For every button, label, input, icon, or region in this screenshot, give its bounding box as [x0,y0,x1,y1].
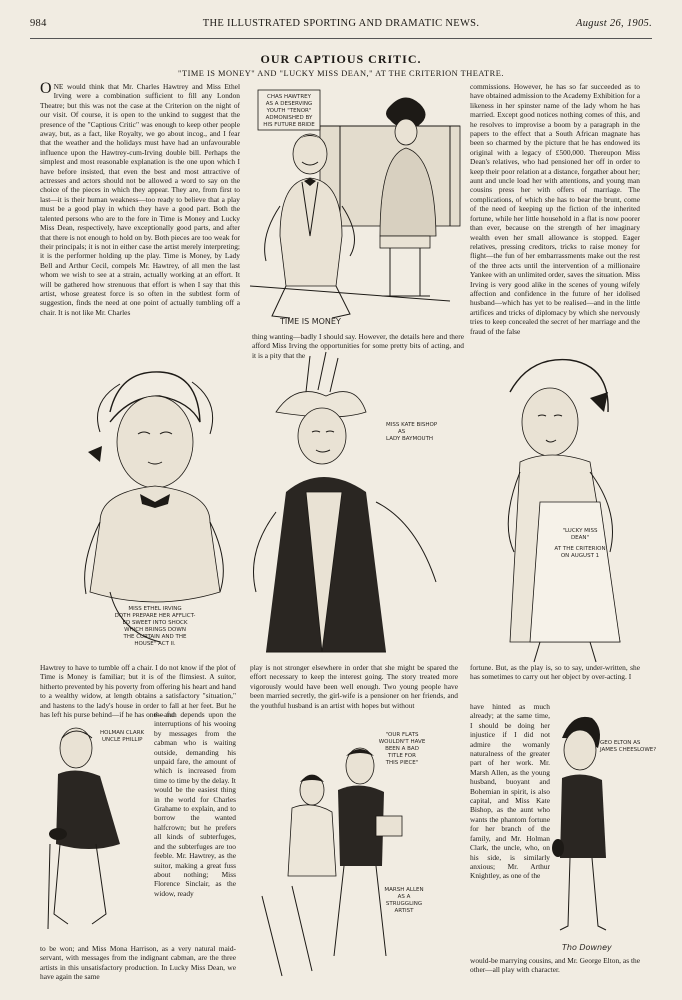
sign-line-1: CHAS HAWTREY [266,94,312,100]
paragraph-cast: have hinted as much already; at the same time, I should be doing her injustice if I did not admire the womanly naturalness of the greater part of her work. Mr. Marsh Allen, as the young husband, buoyant and Bohemian in spirit, is also capital, and Miss Kate Bishop, as the aunt who wants the phantom fortune for her branch of the family, and Mr. Holman Clark, the uncle, who, on his side, is similarly anxious; Mr. Arthur Knightley, as one of the [470,702,550,881]
artist-signature: Tho Downey [562,943,612,952]
text-column-left [40,82,240,359]
article-subtitle: "TIME IS MONEY" AND "LUCKY MISS DEAN," AT THE CRITERION THEATRE. [178,69,504,78]
illustration-kate-bishop [246,352,446,662]
sign-line-4: ADMONISHED BY [265,115,313,121]
article-title: OUR CAPTIOUS CRITIC. [260,52,422,66]
ethel-caption-3: ED SWEET INTO SHOCK [122,620,188,626]
lucky-miss-dean-caricature [470,352,650,672]
caption-time-is-money: TIME IS MONEY [280,317,341,326]
dean-caption-3: AT THE CRITERION [554,546,606,552]
illustration-holman-clark [40,714,152,942]
allen-caption-2: AS A [397,894,411,900]
ethel-caption-6: HOUSE" ACT II. [134,641,176,647]
illustration-ethel-irving [60,362,250,652]
sign-line-5: HIS FUTURE BRIDE [263,122,315,128]
allen-caption-3: STRUGGLING [385,901,423,907]
clark-caption-1: HOLMAN CLARK [100,730,145,736]
kate-caption-3: LADY BAYMOUTH [386,436,434,442]
allen-caption-1: MARSH ALLEN [384,887,424,893]
dean-caption-1: "LUCKY MISS [562,528,598,534]
text-column-right [470,82,640,359]
paragraph-wooing: the fun depends upon the interruptions of his wooing by messages from the cabman who is waiting outside, demanding his unpaid fare, the amount of which is increased from time to time by the delay. It would be the easiest thing in the world for Charles Grahame to explain, and to borrow the wanted halfcrown; but he prefers all kinds of subterfuges, and the subterfuges are too feeble. Mr. Hawtrey, as the suitor, making a great fuss about nothing; Miss Florence Sinclair, as the widow, ready [154,710,236,898]
kate-caption-2: AS [398,429,406,435]
paragraph-lucky-miss-dean: to be won; and Miss Mona Harrison, as a very natural maid-servant, with messages from the indignant cabman, are the three artists in this unsatisfactory production. In Lucky Miss Dean, we have again the same [40,944,236,982]
elton-caption-1: GEO ELTON AS [600,740,641,746]
paragraph-story: play is not stronger elsewhere in order that she might be spared the effort necessary to keep the interest going. The story treated more vigorously would have been well enough. Two young people have been married secretly, the girl-wife is a pensioner on her friends, and the youthful husband is an artist with hopes but without [250,663,458,710]
dean-caption-4: ON AUGUST 1 [560,553,600,559]
ethel-caption-1: MISS ETHEL IRVING [128,606,182,612]
paragraph-cast-end: would-be marrying cousins, and Mr. George Elton, as the other—all play with character. [470,956,640,975]
allen-bubble-5: THIS PIECE" [385,760,419,766]
allen-caption-4: ARTIST [394,908,414,914]
illustration-lucky-miss-dean [470,352,650,672]
lower-text-right-narrow [470,702,550,954]
illustration-george-elton [552,708,657,956]
illustration-marsh-allen [252,716,460,986]
clark-caption-2: UNCLE PHILLIP [102,737,143,743]
lower-text-left-narrow [154,710,236,942]
header-rule [30,38,652,39]
paragraph-intro: ONE would think that Mr. Charles Hawtrey and Miss Ethel Irving were a combination sufficient to fill any London Theatre; but this was not the case at the Criterion on the night of our visit. Of course, it is open to the unkind to suggest that the presence of the "Captious Critic" was enough to keep other people away, but, as a fact, like Royalty, we go about incog., and I fear that the weather and the holidays must have had an unfavourable influence upon the Hawtrey-cum-Irving double bill. Perhaps the simplest and most reasonable explanation is the one upon which I have before insisted, that even the best and most attractive of actresses and actors should not be allowed a word to say on the choice of the pieces in which they appear. They are, from first to last—it is their human weakness—too ready to believe that a play must be a good play in which they have a good part. Both the talented persons who are to the fore in Time is Money and Lucky Miss Dean, respectively, have exceptionally good parts, and after that there is not enough to hold on by. Both pieces are too weak for their principals; it is not in either case the artist merely interpreting; it is the performer holding up the play. Time is Money, by Lady Bell and Arthur Cecil, compels Mr. Hawtrey, of all men the last whom we wish to see at a strain, actually working at an effort. It will be gathered how strenuous that effort is when I say that this artist, whose greatest force is so often in the subtlest form of suggestion, finds the need at one point of actually tumbling off a chair. It is not like Mr. Charles [40,80,240,317]
allen-bubble-1: "OUR FLATS [385,732,419,738]
illustration-time-is-money [250,86,462,328]
lower-text-right-end [470,956,640,984]
paragraph-time-is-money: Hawtrey to have to tumble off a chair. I do not know if the plot of Time is Money is familiar; but it is of the flimsiest. A suitor, hitherto prevented by his poverty from offering his heart and hand to a wealthy widow, at length obtains a satisfactory "situation," and hastens to the lady's house in order to fall at her feet. But he has left his purse behind—if he has one—and [40,663,236,720]
page-number: 984 [30,18,47,29]
page-header [30,18,652,36]
paragraph-plot: commissions. However, he has so far succeeded as to have obtained admission to the Academy Exhibition for a likeness in her spinster name of the lady whom he has married. Except good notices nothing comes of this, and he resolves to improvise a boom by a paragraph in the papers to the effect that a South African magnate has been so charmed by the picture that he has endowed its original with a legacy of £500,000. Thereupon Miss Dean's relatives, who had pensioned her off in order to keep their poor relation at a distance, forgather about her; aunt and uncle load her with attentions, and young man cousins press her with offers of marriage. The complications, of which she has to bear the brunt, come of the need of keeping up the fiction of the inherited fortune, while her little household in a flat is now poorer than ever, because on the strength of her imaginary wealth even her small allowance is stopped. Eager relatives, pressing creditors, tricks to raise money for flight—the fun of her embarrassments make out the rest of the three acts until the intervention of a millionaire Yankee with an unlimited order, saves the situation. Miss Irving is very good alike in the scenes of young wifely affection and confidence in the future of her idolised husband—which has yet to be realised—and in the little artifices and tricks of diplomacy by which she nervously tries to keep concealed the secret of her marriage and the fraud of the false [470,82,640,336]
sign-line-3: YOUTH "TENOR" [266,108,312,114]
lower-text-right-top [470,663,640,701]
dean-caption-2: DEAN" [570,535,590,541]
sign-line-2: AS A DESERVING [265,101,313,107]
paragraph-fortune: fortune. But, as the play is, so to say, under-written, she has sometimes to carry out her object by over-acting. I [470,663,640,682]
allen-bubble-4: TITLE FOR [388,753,416,759]
holman-clark-caricature [40,714,152,942]
allen-bubble-3: BEEN A BAD [385,746,419,752]
kate-bishop-caricature [246,352,446,662]
lower-text-left-end [40,944,236,982]
ethel-caption-2: DOTH PREPARE HER AFFLICT- [114,613,196,619]
ethel-caption-4: WHICH BRINGS DOWN [124,627,186,633]
allen-bubble-2: WOULDN'T HAVE [378,739,426,745]
issue-date: August 26, 1905. [576,18,652,29]
paragraph-center: thing wanting—badly I should say. However, the details here and there afford Miss Irving the opportunities for some pretty bits of acting, and it is a pity that the [252,332,464,360]
lower-text-center [250,663,458,711]
publication-title: THE ILLUSTRATED SPORTING AND DRAMATIC NEWS. [202,18,480,29]
hawtrey-caricature [250,86,462,328]
ethel-irving-caricature [60,362,250,652]
lower-text-left-full [40,663,236,720]
marsh-allen-caricature [252,716,460,986]
ethel-caption-5: THE CURTAIN AND THE [123,634,187,640]
george-elton-caricature [552,708,657,956]
elton-caption-2: JAMES CHEESLOWE? [600,747,657,753]
kate-caption-1: MISS KATE BISHOP [386,422,438,428]
